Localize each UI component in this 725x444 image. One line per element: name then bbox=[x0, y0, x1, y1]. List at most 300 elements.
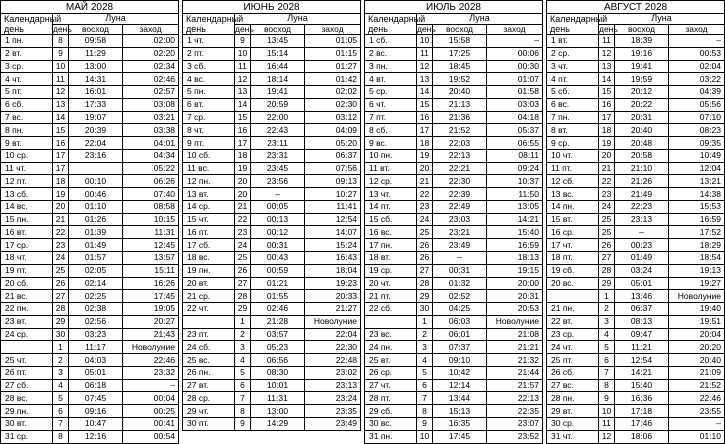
lunar-day-cell: 8 bbox=[599, 379, 615, 392]
moon-header: Луна bbox=[53, 14, 179, 25]
lunar-day-cell: 11 bbox=[599, 417, 615, 430]
moonset-cell: 20:53 bbox=[487, 303, 543, 316]
lunar-day-cell: 12 bbox=[235, 73, 251, 86]
table-row bbox=[547, 379, 725, 392]
moonset-cell: 10:15 bbox=[123, 213, 179, 226]
calendar-day-cell bbox=[365, 315, 417, 328]
moonrise-cell: 15:40 bbox=[615, 379, 669, 392]
moonset-cell: 21:32 bbox=[487, 354, 543, 367]
table-row bbox=[1, 188, 179, 201]
calendar-day-cell: 1 сб. bbox=[365, 35, 417, 48]
moonset-header: заход bbox=[305, 24, 361, 35]
calendar-day-cell: 9 вт. bbox=[1, 137, 53, 150]
calendar-day-cell: 23 ср. bbox=[547, 328, 599, 341]
lunar-day-cell: 14 bbox=[235, 98, 251, 111]
lunar-day-cell: 10 bbox=[235, 47, 251, 60]
lunar-day-cell: 23 bbox=[53, 239, 69, 252]
lunar-day-cell: 17 bbox=[599, 111, 615, 124]
moonset-cell: 22:30 bbox=[305, 341, 361, 354]
moonset-cell: 09:13 bbox=[305, 175, 361, 188]
calendar-day-cell: 28 вс. bbox=[1, 392, 53, 405]
moonrise-cell: 23:49 bbox=[433, 239, 487, 252]
lunar-day-cell: 3 bbox=[53, 366, 69, 379]
moonrise-cell: 15:13 bbox=[433, 405, 487, 418]
table-row bbox=[547, 354, 725, 367]
calendar-day-cell: 20 чт. bbox=[365, 277, 417, 290]
lunar-day-cell: 8 bbox=[53, 35, 69, 48]
lunar-day-cell: 1 bbox=[53, 341, 69, 354]
lunar-day-cell: 10 bbox=[53, 60, 69, 73]
table-row bbox=[365, 137, 543, 150]
moonrise-cell: 20:22 bbox=[615, 98, 669, 111]
moonrise-cell: 22:04 bbox=[69, 137, 123, 150]
table-row bbox=[1, 124, 179, 137]
moonrise-cell: 21:26 bbox=[615, 175, 669, 188]
table-row bbox=[547, 60, 725, 73]
table-row bbox=[547, 252, 725, 265]
table-row bbox=[547, 98, 725, 111]
moon-table bbox=[182, 0, 361, 431]
lunar-day-cell: 18 bbox=[235, 149, 251, 162]
moonset-cell: 21:08 bbox=[487, 328, 543, 341]
lunar-day-cell: 2 bbox=[235, 328, 251, 341]
table-row bbox=[547, 86, 725, 99]
month-panel-may bbox=[0, 0, 178, 442]
moon-table bbox=[0, 0, 179, 444]
calendar-day-cell: 15 пн. bbox=[1, 213, 53, 226]
moonset-cell: 18:04 bbox=[305, 264, 361, 277]
moon-header: Луна bbox=[417, 14, 543, 25]
calendar-day-cell: 2 вс. bbox=[365, 47, 417, 60]
table-row bbox=[1, 290, 179, 303]
moonset-cell: 11:50 bbox=[487, 188, 543, 201]
moonset-cell: 21:43 bbox=[123, 328, 179, 341]
moonrise-cell: 06:01 bbox=[433, 328, 487, 341]
table-row bbox=[183, 328, 361, 341]
calendar-day-cell: 10 ср. bbox=[1, 149, 53, 162]
calendar-day-cell: 19 ср. bbox=[365, 264, 417, 277]
table-row bbox=[547, 200, 725, 213]
table-row bbox=[365, 392, 543, 405]
month-title: АВГУСТ 2028 bbox=[547, 1, 725, 14]
calendar-day-cell: 14 пт. bbox=[365, 200, 417, 213]
moonset-cell: 22:46 bbox=[123, 354, 179, 367]
lunar-day-cell: 21 bbox=[599, 162, 615, 175]
calendar-day-cell: 19 пт. bbox=[1, 264, 53, 277]
moonset-header: заход bbox=[123, 24, 179, 35]
moonset-cell: 23:32 bbox=[123, 366, 179, 379]
moonset-cell: 15:40 bbox=[487, 226, 543, 239]
month-panel-august bbox=[546, 0, 724, 442]
table-row bbox=[365, 264, 543, 277]
table-row bbox=[365, 354, 543, 367]
lunar-day-cell: 15 bbox=[599, 86, 615, 99]
moonrise-header: восход bbox=[615, 24, 669, 35]
moonrise-cell: 12:16 bbox=[69, 430, 123, 443]
calendar-day-cell: 25 вт. bbox=[365, 354, 417, 367]
lunar-day-cell: 23 bbox=[599, 188, 615, 201]
lunar-day-cell: 16 bbox=[53, 137, 69, 150]
table-row bbox=[365, 430, 543, 443]
table-row bbox=[1, 213, 179, 226]
table-row bbox=[365, 162, 543, 175]
lunar-day-cell: 12 bbox=[599, 430, 615, 443]
lunar-day-cell: 4 bbox=[599, 328, 615, 341]
moonrise-cell: 09:47 bbox=[615, 328, 669, 341]
table-row bbox=[547, 149, 725, 162]
moonrise-cell: 02:14 bbox=[69, 277, 123, 290]
moonset-cell: 16:43 bbox=[305, 252, 361, 265]
moonset-cell: 21:52 bbox=[669, 379, 725, 392]
calendar-day-cell: 3 сб. bbox=[183, 60, 235, 73]
moonset-cell: 20:33 bbox=[305, 290, 361, 303]
moonset-cell: 11:31 bbox=[123, 226, 179, 239]
lunar-day-cell: 24 bbox=[53, 252, 69, 265]
calendar-day-cell: 17 чт. bbox=[547, 239, 599, 252]
moonrise-cell: 13:46 bbox=[615, 290, 669, 303]
table-row bbox=[365, 73, 543, 86]
table-row bbox=[183, 60, 361, 73]
moonrise-cell: 11:29 bbox=[69, 47, 123, 60]
calendar-day-cell: 21 вс. bbox=[1, 290, 53, 303]
table-row bbox=[183, 366, 361, 379]
moonrise-cell: 23:45 bbox=[251, 162, 305, 175]
moonrise-cell: 20:48 bbox=[615, 137, 669, 150]
moonrise-cell: 01:10 bbox=[69, 200, 123, 213]
calendar-day-cell: 1 чт. bbox=[183, 35, 235, 48]
lunar-day-cell: 20 bbox=[417, 162, 433, 175]
moonrise-cell: 21:36 bbox=[433, 111, 487, 124]
moonrise-cell: 05:01 bbox=[615, 277, 669, 290]
moonrise-header: восход bbox=[69, 24, 123, 35]
calendar-day-cell: 9 вс. bbox=[365, 137, 417, 150]
calendar-day-cell: 11 пт. bbox=[547, 162, 599, 175]
lunar-day-cell: 23 bbox=[417, 200, 433, 213]
moonrise-cell: 17:33 bbox=[69, 98, 123, 111]
table-row bbox=[183, 226, 361, 239]
moonrise-cell: 23:31 bbox=[251, 149, 305, 162]
table-row bbox=[547, 392, 725, 405]
moonset-cell: 00:41 bbox=[123, 417, 179, 430]
moonset-cell: Новолуние bbox=[123, 341, 179, 354]
moonset-cell: 01:27 bbox=[305, 60, 361, 73]
lunar-day-cell: 26 bbox=[235, 264, 251, 277]
moonset-cell: 14:38 bbox=[669, 188, 725, 201]
moonrise-cell: 05:01 bbox=[69, 366, 123, 379]
table-row bbox=[547, 239, 725, 252]
lunar-day-cell: 25 bbox=[417, 226, 433, 239]
moonset-cell: 02:46 bbox=[123, 73, 179, 86]
moonset-cell: Новолуние bbox=[487, 315, 543, 328]
table-row bbox=[365, 379, 543, 392]
calendar-day-cell: 29 пн. bbox=[1, 405, 53, 418]
moonset-cell: 10:49 bbox=[669, 149, 725, 162]
table-row bbox=[1, 354, 179, 367]
table-row bbox=[1, 405, 179, 418]
moonset-cell: 13:57 bbox=[123, 252, 179, 265]
moonrise-cell: 21:10 bbox=[615, 162, 669, 175]
moonrise-cell: 20:12 bbox=[615, 86, 669, 99]
moonset-cell: 02:34 bbox=[123, 60, 179, 73]
moonset-cell: 22:13 bbox=[487, 392, 543, 405]
table-row bbox=[365, 98, 543, 111]
moonrise-cell: 23:56 bbox=[251, 175, 305, 188]
moonset-cell: 01:07 bbox=[487, 73, 543, 86]
moonrise-cell: 00:31 bbox=[433, 264, 487, 277]
lunar-day-cell: 21 bbox=[235, 200, 251, 213]
calendar-day-cell: 31 пн. bbox=[365, 430, 417, 443]
lunar-day-cell: 16 bbox=[599, 98, 615, 111]
calendar-day-cell: 20 вт. bbox=[183, 277, 235, 290]
moonrise-cell: 00:12 bbox=[251, 226, 305, 239]
lunar-day-cell: 13 bbox=[599, 60, 615, 73]
lunar-day-cell: 18 bbox=[599, 124, 615, 137]
calendar-day-cell: 3 ср. bbox=[1, 60, 53, 73]
lunar-day-cell: 9 bbox=[417, 417, 433, 430]
moonset-cell: 07:56 bbox=[305, 162, 361, 175]
table-row bbox=[183, 86, 361, 99]
moonset-cell: 03:38 bbox=[123, 124, 179, 137]
moonset-cell: 06:26 bbox=[123, 175, 179, 188]
calendar-day-cell: 17 ср. bbox=[1, 239, 53, 252]
lunar-day-cell: 11 bbox=[599, 35, 615, 48]
table-row bbox=[547, 111, 725, 124]
calendar-day-header: Календарный день bbox=[547, 14, 599, 35]
moonset-cell: 23:35 bbox=[305, 405, 361, 418]
moonset-cell: 03:12 bbox=[305, 111, 361, 124]
calendar-day-header: Календарный день bbox=[183, 14, 235, 35]
moonrise-header: восход bbox=[251, 24, 305, 35]
calendar-day-cell: 6 вс. bbox=[547, 98, 599, 111]
moon-table bbox=[546, 0, 725, 444]
lunar-day-cell: 17 bbox=[53, 149, 69, 162]
moonrise-cell: 06:56 bbox=[251, 354, 305, 367]
lunar-day-cell: 27 bbox=[53, 290, 69, 303]
moonset-cell: 18:13 bbox=[487, 252, 543, 265]
table-row bbox=[365, 111, 543, 124]
lunar-day-cell: 13 bbox=[417, 73, 433, 86]
table-row bbox=[547, 73, 725, 86]
table-row bbox=[547, 47, 725, 60]
moonrise-cell: 22:49 bbox=[433, 200, 487, 213]
calendar-day-cell: 27 сб. bbox=[1, 379, 53, 392]
lunar-day-cell: 12 bbox=[417, 60, 433, 73]
calendar-day-cell: 25 вс. bbox=[183, 354, 235, 367]
calendar-day-cell: 13 вт. bbox=[183, 188, 235, 201]
table-row bbox=[183, 354, 361, 367]
table-row bbox=[183, 98, 361, 111]
moonset-cell: 19:40 bbox=[669, 303, 725, 316]
moonrise-cell: 17:46 bbox=[615, 417, 669, 430]
moonrise-cell: 22:13 bbox=[433, 149, 487, 162]
moonrise-cell: 06:03 bbox=[433, 315, 487, 328]
moonset-cell: 20:27 bbox=[123, 315, 179, 328]
calendar-day-cell: 10 пн. bbox=[365, 149, 417, 162]
moonrise-cell: 12:54 bbox=[615, 354, 669, 367]
lunar-day-cell: 16 bbox=[417, 111, 433, 124]
table-row bbox=[547, 226, 725, 239]
moonset-cell: 19:27 bbox=[669, 277, 725, 290]
moonrise-cell: 00:31 bbox=[251, 239, 305, 252]
lunar-day-cell: 5 bbox=[417, 366, 433, 379]
moonrise-cell: 16:35 bbox=[433, 417, 487, 430]
moonset-cell: 05:56 bbox=[669, 98, 725, 111]
table-row bbox=[1, 303, 179, 316]
lunar-day-cell: 1 bbox=[235, 315, 251, 328]
table-row bbox=[183, 162, 361, 175]
moonset-cell: 00:04 bbox=[123, 392, 179, 405]
moonrise-cell: 20:31 bbox=[615, 111, 669, 124]
moonset-cell: 08:23 bbox=[669, 124, 725, 137]
table-row bbox=[183, 379, 361, 392]
calendar-day-cell: 28 пт. bbox=[365, 392, 417, 405]
table-row bbox=[547, 213, 725, 226]
table-row bbox=[365, 60, 543, 73]
moonset-cell: – bbox=[123, 379, 179, 392]
table-row bbox=[183, 239, 361, 252]
calendar-day-cell: 3 пн. bbox=[365, 60, 417, 73]
moonrise-cell: 09:10 bbox=[433, 354, 487, 367]
moonrise-cell: 07:37 bbox=[433, 341, 487, 354]
month-title: ИЮНЬ 2028 bbox=[183, 1, 361, 14]
table-row bbox=[365, 290, 543, 303]
table-row bbox=[1, 73, 179, 86]
lunar-day-cell: 22 bbox=[235, 213, 251, 226]
lunar-day-cell: 13 bbox=[53, 98, 69, 111]
calendar-day-cell: 26 ср. bbox=[365, 366, 417, 379]
table-row bbox=[1, 366, 179, 379]
moonrise-cell: 00:10 bbox=[69, 175, 123, 188]
table-row bbox=[1, 277, 179, 290]
moonset-cell: – bbox=[669, 35, 725, 48]
calendar-day-cell: 16 пт. bbox=[183, 226, 235, 239]
table-row bbox=[1, 341, 179, 354]
moonrise-cell: 19:52 bbox=[433, 73, 487, 86]
moonrise-cell: 06:37 bbox=[615, 303, 669, 316]
moonset-cell: 17:45 bbox=[123, 290, 179, 303]
moonrise-cell: 22:39 bbox=[433, 188, 487, 201]
moonset-cell: 22:35 bbox=[487, 405, 543, 418]
table-row bbox=[183, 149, 361, 162]
moonset-cell: 02:20 bbox=[123, 47, 179, 60]
moonset-cell: 22:04 bbox=[305, 328, 361, 341]
moonrise-cell: 11:31 bbox=[251, 392, 305, 405]
moonrise-cell: 22:21 bbox=[433, 162, 487, 175]
lunar-day-cell: 12 bbox=[599, 47, 615, 60]
moonrise-cell: 14:31 bbox=[69, 73, 123, 86]
table-row bbox=[547, 175, 725, 188]
table-row bbox=[365, 277, 543, 290]
table-row bbox=[365, 315, 543, 328]
table-row bbox=[1, 60, 179, 73]
calendar-day-cell: 6 чт. bbox=[365, 98, 417, 111]
moonset-cell: 04:34 bbox=[123, 149, 179, 162]
moonrise-cell: 21:49 bbox=[615, 188, 669, 201]
moonset-cell: 19:51 bbox=[669, 315, 725, 328]
table-row bbox=[183, 341, 361, 354]
moonset-cell: 00:06 bbox=[487, 47, 543, 60]
moonrise-cell: 00:46 bbox=[69, 188, 123, 201]
lunar-day-cell: 20 bbox=[235, 175, 251, 188]
lunar-day-cell: 5 bbox=[599, 341, 615, 354]
moonrise-cell: 20:40 bbox=[615, 124, 669, 137]
lunar-day-cell: 2 bbox=[599, 303, 615, 316]
moonset-cell: 01:10 bbox=[669, 430, 725, 443]
calendar-day-cell: 27 чт. bbox=[365, 379, 417, 392]
calendar-day-cell: 26 пт. bbox=[1, 366, 53, 379]
moonrise-cell: 19:59 bbox=[615, 73, 669, 86]
lunar-day-cell: 6 bbox=[235, 379, 251, 392]
table-row bbox=[365, 86, 543, 99]
lunar-day-cell: 7 bbox=[417, 392, 433, 405]
calendar-day-cell: 9 ср. bbox=[547, 137, 599, 150]
lunar-day-cell: 10 bbox=[417, 430, 433, 443]
calendar-day-cell: 28 пн. bbox=[547, 392, 599, 405]
lunar-day-cell: 9 bbox=[235, 35, 251, 48]
moonset-cell: 19:13 bbox=[669, 264, 725, 277]
calendar-day-cell: 26 сб. bbox=[547, 366, 599, 379]
moonset-cell: 21:27 bbox=[305, 303, 361, 316]
calendar-day-cell bbox=[183, 315, 235, 328]
calendar-day-cell: 10 чт. bbox=[547, 149, 599, 162]
table-row bbox=[365, 175, 543, 188]
moonset-cell: 20:20 bbox=[669, 341, 725, 354]
calendar-day-cell: 17 пн. bbox=[365, 239, 417, 252]
lunar-day-cell: 24 bbox=[417, 213, 433, 226]
lunar-day-cell: 26 bbox=[599, 239, 615, 252]
table-row bbox=[183, 303, 361, 316]
calendar-day-cell: 8 пн. bbox=[1, 124, 53, 137]
lunar-day-cell: 2 bbox=[417, 328, 433, 341]
calendar-day-cell: 31 чт. bbox=[547, 430, 599, 443]
moonset-cell: 23:07 bbox=[487, 417, 543, 430]
lunar-day-header: день bbox=[235, 23, 254, 34]
lunar-day-cell: 26 bbox=[417, 239, 433, 252]
moonrise-cell: 13:45 bbox=[251, 35, 305, 48]
moonrise-cell: 14:29 bbox=[251, 417, 305, 430]
moonrise-cell: 02:46 bbox=[251, 303, 305, 316]
moonset-cell: 20:00 bbox=[487, 277, 543, 290]
moon-header: Луна bbox=[599, 14, 725, 25]
moonrise-cell: 12:14 bbox=[433, 379, 487, 392]
lunar-day-cell: 19 bbox=[417, 149, 433, 162]
lunar-day-cell: 6 bbox=[417, 379, 433, 392]
table-row bbox=[1, 175, 179, 188]
calendar-day-cell: 2 пт. bbox=[183, 47, 235, 60]
table-row bbox=[1, 252, 179, 265]
moonrise-cell: 21:13 bbox=[433, 98, 487, 111]
calendar-day-cell: 9 пт. bbox=[183, 137, 235, 150]
lunar-day-cell: 3 bbox=[235, 341, 251, 354]
moonrise-cell: 15:58 bbox=[433, 35, 487, 48]
moonrise-cell: 21:52 bbox=[433, 124, 487, 137]
moonrise-cell: 16:01 bbox=[69, 86, 123, 99]
lunar-day-cell: 26 bbox=[53, 277, 69, 290]
calendar-day-cell: 8 вт. bbox=[547, 124, 599, 137]
calendar-day-cell: 23 вс. bbox=[365, 328, 417, 341]
table-row bbox=[183, 277, 361, 290]
moonrise-cell: 10:01 bbox=[251, 379, 305, 392]
lunar-day-cell: 4 bbox=[53, 379, 69, 392]
moonset-cell: 18:29 bbox=[669, 239, 725, 252]
table-row bbox=[365, 341, 543, 354]
calendar-day-cell: 21 пн. bbox=[547, 303, 599, 316]
lunar-day-cell: 15 bbox=[235, 111, 251, 124]
lunar-day-cell: 28 bbox=[53, 303, 69, 316]
lunar-day-cell: 11 bbox=[53, 73, 69, 86]
calendar-day-cell: 22 пн. bbox=[1, 303, 53, 316]
moonrise-cell: 02:05 bbox=[69, 264, 123, 277]
